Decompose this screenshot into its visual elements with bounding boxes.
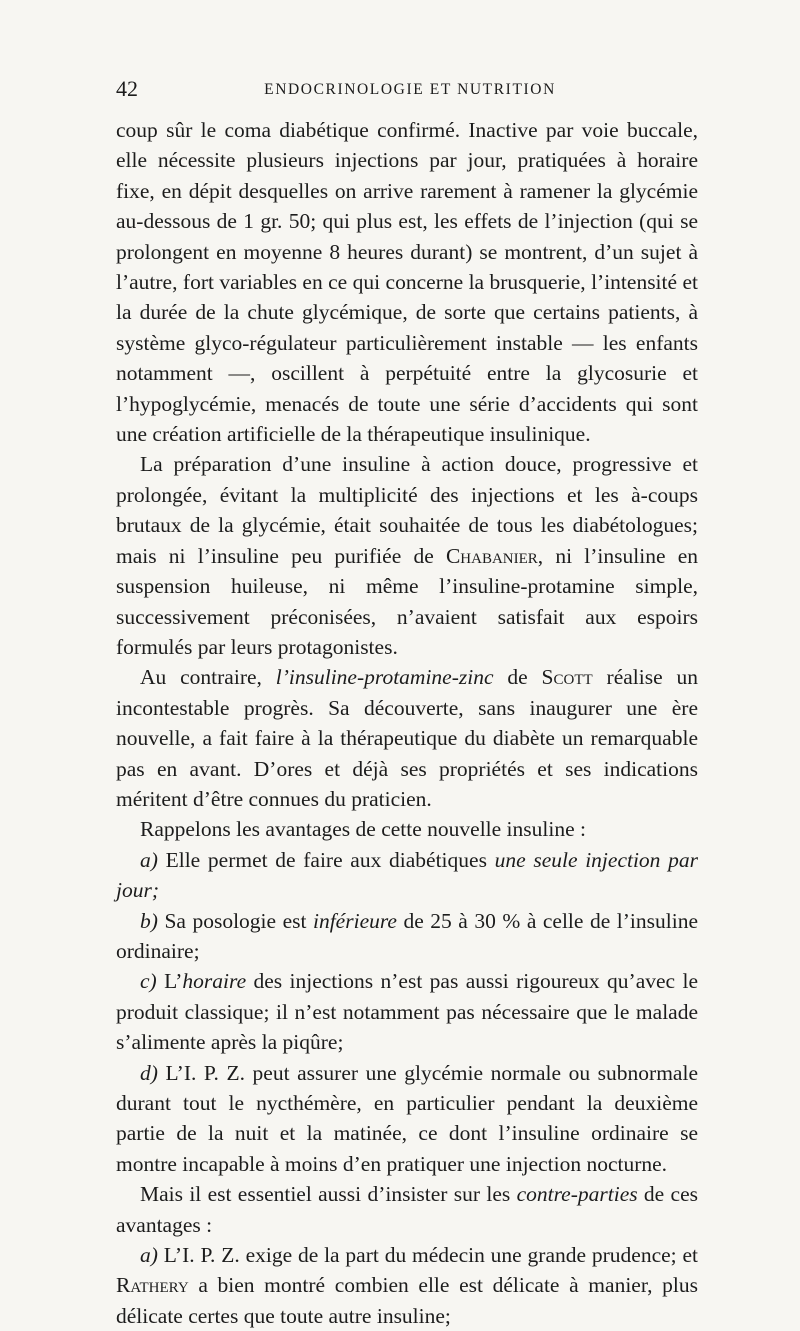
paragraph	[116, 449, 698, 662]
paragraph	[116, 906, 698, 967]
text-run: La préparation d’une insuline à action douce, progressive et prolongée, évitant la multiplicité des injections et les à-coups brutaux de la glycémie, était souhaitée de tous les diabétologues; mais ni l’insuline peu purifiée de	[116, 452, 698, 568]
emphasis-text: une seule injection par jour;	[116, 847, 698, 903]
text-run: Sa posologie est	[157, 908, 313, 933]
body-text	[116, 115, 698, 1331]
list-label: b)	[140, 908, 158, 933]
author-name: Rathery	[116, 1273, 189, 1298]
text-run: Au contraire,	[140, 665, 276, 690]
text-run: des injections n’est pas aussi rigoureux qu’avec le produit classique; il n’est notamment pas nécessaire que le malade s’alimente après la piqûre;	[116, 969, 698, 1055]
text-run: L’I. P. Z. peut assurer une glycémie normale ou subnormale durant tout le nycthémère, en particulier pendant la deuxième partie de la nuit et la matinée, ce dont l’insuline ordinaire se montre incapable à moins d’en pratiquer une injection nocturne.	[116, 1060, 698, 1176]
paragraph	[116, 662, 698, 814]
text-run: a bien montré combien elle est délicate à manier, plus délicate certes que toute autre insuline;	[116, 1273, 698, 1328]
emphasis-text: inférieure	[312, 908, 397, 933]
author-name: Scott	[541, 665, 593, 690]
list-label: a)	[140, 847, 158, 872]
text-run: Elle permet de faire aux diabétiques	[157, 847, 495, 872]
text-run: L’I. P. Z. exige de la part du médecin une grande prudence; et	[157, 1243, 698, 1268]
text-run: de ces avantages :	[116, 1182, 698, 1237]
text-run: réalise un incontestable progrès. Sa découverte, sans inaugurer une ère nouvelle, a fait faire à la thérapeutique du diabète un remarquable pas en avant. D’ores et déjà ses propriétés et ses indications méritent d’être connues du praticien.	[116, 665, 698, 811]
text-run: de 25 à 30 % à celle de l’insuline ordinaire;	[116, 908, 698, 963]
paragraph	[116, 845, 698, 906]
paragraph	[116, 1240, 698, 1331]
paragraph	[116, 1058, 698, 1180]
emphasis-text: l’insuline-protamine-zinc	[275, 665, 494, 690]
page-header	[116, 76, 686, 104]
text-run: coup sûr le coma diabétique confirmé. Inactive par voie buccale, elle nécessite plusieurs injections par jour, pratiquées à horaire fixe, en dépit desquelles on arrive rarement à ramener la glycémie au-dessous de 1 gr. 50; qui plus est, les effets de l’injection (qui se prolongent en moyenne 8 heures durant) se montrent, d’un sujet à l’autre, fort variables en ce qui concerne la brusquerie, l’intensité et la durée de la chute glycémique, de sorte que certains patients, à système glyco-régulateur particulièrement instable — les enfants notamment —, oscillent à perpétuité entre la glycosurie et l’hypoglycémie, menacés de toute une série d’accidents qui sont une création artificielle de la thérapeutique insulinique.	[116, 118, 698, 447]
text-run: , ni l’insuline en suspension huileuse, ni même l’insuline-protamine simple, successivement préconisées, n’avaient satisfait aux espoirs formulés par leurs protagonistes.	[116, 543, 699, 659]
text-run: Mais il est essentiel aussi d’insister sur les	[140, 1182, 517, 1207]
list-label: a)	[140, 1243, 158, 1268]
paragraph	[116, 966, 698, 1057]
paragraph	[116, 1179, 698, 1240]
list-label: c)	[140, 969, 157, 994]
list-label: d)	[140, 1060, 158, 1085]
text-run: de	[493, 665, 542, 690]
text-run: Rappelons les avantages de cette nouvelle insuline :	[140, 817, 586, 842]
running-title: ENDOCRINOLOGIE ET NUTRITION	[264, 81, 556, 98]
page-number: 42	[116, 76, 138, 101]
text-run: L’	[156, 969, 183, 994]
author-name: Chabanier	[445, 543, 538, 568]
emphasis-text: horaire	[182, 969, 247, 994]
paragraph	[116, 115, 698, 449]
paragraph	[116, 814, 698, 844]
emphasis-text: contre-parties	[516, 1182, 638, 1207]
